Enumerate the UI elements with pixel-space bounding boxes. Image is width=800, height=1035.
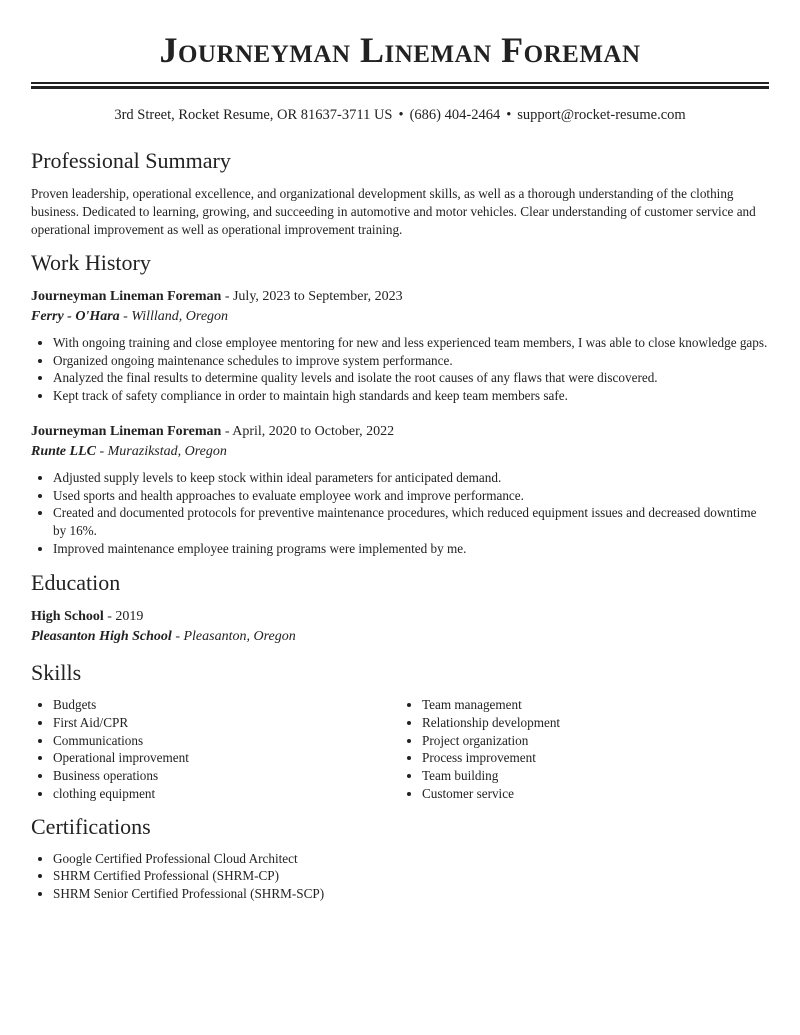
section-title-work-history: Work History (31, 250, 151, 275)
list-item: • Used sports and health approaches to evaluate employee work and improve performance. (53, 487, 769, 505)
section-title-skills: Skills (31, 660, 82, 686)
summary-text: Proven leadership, operational excellence, and organizational development skills, as well as a thorough understanding of the clothing business. Dedicated to learning, growing, and succeeding in automotive and motor vehicles. Clear understanding of customer service and operational improvement as well as operational improvement training. (31, 186, 756, 237)
job-location: - Murazikstad, Oregon (95, 443, 227, 459)
skills-grid (31, 696, 769, 802)
job-bullets (31, 334, 769, 405)
education-year: - 2019 (103, 609, 144, 625)
certifications-list (31, 850, 769, 903)
candidate-name: Journeyman Lineman Foreman (159, 30, 641, 70)
job-entry (31, 422, 769, 558)
job-dates: - April, 2020 to October, 2022 (221, 423, 395, 439)
education-heading (31, 607, 769, 627)
skill-item: • Customer service (422, 785, 769, 803)
skill-item: • Budgets (53, 696, 400, 714)
job-dates: - July, 2023 to September, 2023 (221, 289, 403, 304)
education-school: Pleasanton High School (31, 629, 172, 645)
skill-item: • First Aid/CPR (53, 714, 400, 732)
job-location: - Willland, Oregon (119, 309, 229, 324)
certification-item: • SHRM Certified Professional (SHRM-CP) (53, 867, 769, 885)
skill-item: • Business operations (53, 767, 400, 785)
education-location: - Pleasanton, Oregon (171, 629, 296, 645)
skill-item: • Process improvement (422, 749, 769, 767)
contact-separator: • (398, 107, 404, 123)
job-role: Journeyman Lineman Foreman (31, 423, 222, 439)
contact-line (31, 105, 769, 125)
job-entry (31, 287, 769, 405)
header-divider-thin (31, 82, 769, 84)
list-item: • With ongoing training and close employee mentoring for new and less experienced team members, I was able to close knowledge gaps. (53, 334, 769, 352)
education-school-line (31, 627, 769, 647)
job-company: Ferry - O'Hara (31, 309, 120, 324)
job-bullets (31, 469, 769, 558)
resume-page (31, 0, 769, 903)
job-role: Journeyman Lineman Foreman (31, 289, 222, 304)
job-heading (31, 422, 769, 442)
job-company-line (31, 442, 769, 462)
list-item: • Improved maintenance employee training programs were implemented by me. (53, 540, 769, 558)
job-company-line (31, 307, 769, 327)
skill-item: • Team management (422, 696, 769, 714)
contact-address: 3rd Street, Rocket Resume, OR 81637-3711 US (114, 107, 393, 123)
job-company: Runte LLC (31, 443, 96, 459)
skill-item: • Project organization (422, 732, 769, 750)
education-degree: High School (31, 609, 104, 625)
certification-item: • Google Certified Professional Cloud Architect (53, 850, 769, 868)
skills-column-right (400, 696, 769, 802)
list-item: • Kept track of safety compliance in order to maintain high standards and keep team members safe. (53, 387, 769, 405)
section-title-certifications: Certifications (31, 813, 151, 839)
skill-item: • Communications (53, 732, 400, 750)
section-title-education: Education (31, 570, 121, 596)
contact-separator: • (506, 107, 512, 123)
contact-phone[interactable]: (686) 404-2464 (409, 107, 501, 123)
list-item: • Analyzed the final results to determine quality levels and isolate the root causes of any flaws that were discovered. (53, 369, 769, 387)
contact-email[interactable]: support@rocket-resume.com (517, 107, 686, 123)
list-item: • Organized ongoing maintenance schedules to improve system performance. (53, 352, 769, 370)
list-item: • Adjusted supply levels to keep stock within ideal parameters for anticipated demand. (53, 469, 769, 487)
job-heading (31, 287, 769, 307)
skills-column-left (31, 696, 400, 802)
skill-item: • Operational improvement (53, 749, 400, 767)
section-title-summary: Professional Summary (31, 148, 231, 173)
header-divider-thick (31, 86, 769, 89)
skill-item: • Relationship development (422, 714, 769, 732)
skill-item: • clothing equipment (53, 785, 400, 803)
certification-item: • SHRM Senior Certified Professional (SHRM-SCP) (53, 885, 769, 903)
list-item: • Created and documented protocols for preventive maintenance procedures, which reduced equipment issues and decreased downtime by 16%. (53, 504, 769, 539)
education-entry (31, 607, 769, 647)
skill-item: • Team building (422, 767, 769, 785)
